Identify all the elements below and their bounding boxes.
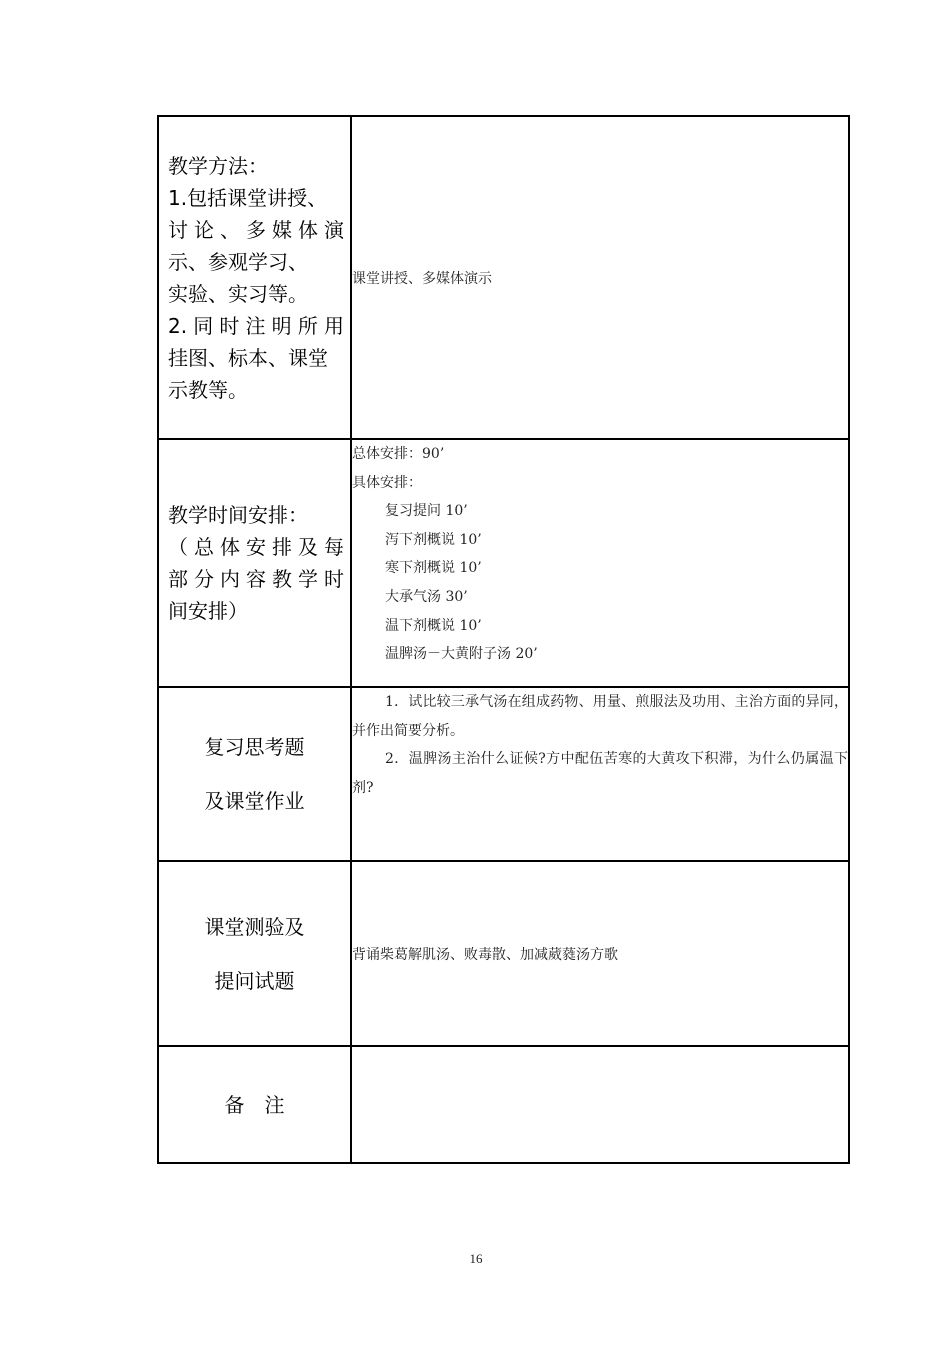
label-line: 实验、实习等。	[168, 281, 308, 306]
schedule-item: 温脾汤－大黄附子汤 20’	[385, 646, 538, 663]
table-row	[158, 861, 849, 1046]
question-paragraph: 1．试比较三承气汤在组成药物、用量、煎服法及功用、主治方面的异同，并作出简要分析。	[352, 694, 848, 739]
teaching-method-label	[158, 116, 351, 439]
question-paragraph: 2．温脾汤主治什么证候?方中配伍苦寒的大黄攻下积滞，为什么仍属温下剂?	[352, 751, 848, 796]
cell-text: 背诵柴葛解肌汤、败毒散、加减葳蕤汤方歌	[352, 946, 618, 963]
label-line: 课堂测验及	[204, 914, 305, 939]
cell-text: 课堂讲授、多媒体演示	[352, 270, 492, 287]
page-number: 16	[469, 1251, 483, 1266]
quiz-content	[351, 861, 849, 1046]
label-line: 2.同时注明所用	[168, 313, 344, 338]
label-line: 示、参观学习、	[168, 249, 308, 274]
table-row	[158, 439, 849, 687]
review-questions-label	[158, 687, 351, 861]
table-row	[158, 1046, 849, 1163]
label-line: 部分内容教学时	[168, 567, 344, 591]
label-line: 间安排）	[168, 599, 248, 623]
time-schedule-content	[351, 439, 849, 687]
label-line: 教学时间安排：	[168, 503, 308, 527]
label-line: 教学方法：	[168, 153, 268, 178]
remarks-content	[351, 1046, 849, 1163]
label-line: 提问试题	[214, 968, 295, 993]
schedule-item: 复习提问 10’	[385, 503, 468, 520]
lesson-plan-table	[157, 115, 850, 1164]
label-line: 复习思考题	[204, 735, 305, 759]
label-line: 示教等。	[168, 377, 248, 402]
label-line: 1.包括课堂讲授、	[168, 185, 328, 210]
schedule-item: 温下剂概说 10’	[385, 617, 482, 634]
label-line: 备 注	[224, 1092, 285, 1117]
label-line: 挂图、标本、课堂	[168, 345, 328, 370]
teaching-method-content	[351, 116, 849, 439]
quiz-label	[158, 861, 351, 1046]
review-questions-content	[351, 687, 849, 861]
label-line: 及课堂作业	[204, 789, 305, 813]
time-schedule-label	[158, 439, 351, 687]
schedule-item: 大承气汤 30’	[385, 588, 468, 605]
remarks-label	[158, 1046, 351, 1163]
schedule-item: 寒下剂概说 10’	[385, 560, 482, 577]
schedule-total: 总体安排：90’	[352, 446, 445, 462]
label-line: （总体安排及每	[168, 535, 344, 559]
table-row	[158, 687, 849, 861]
table-row	[158, 116, 849, 439]
label-line: 讨论、多媒体演	[168, 217, 344, 242]
schedule-detail-heading: 具体安排：	[352, 474, 422, 491]
schedule-item: 泻下剂概说 10’	[385, 531, 482, 548]
